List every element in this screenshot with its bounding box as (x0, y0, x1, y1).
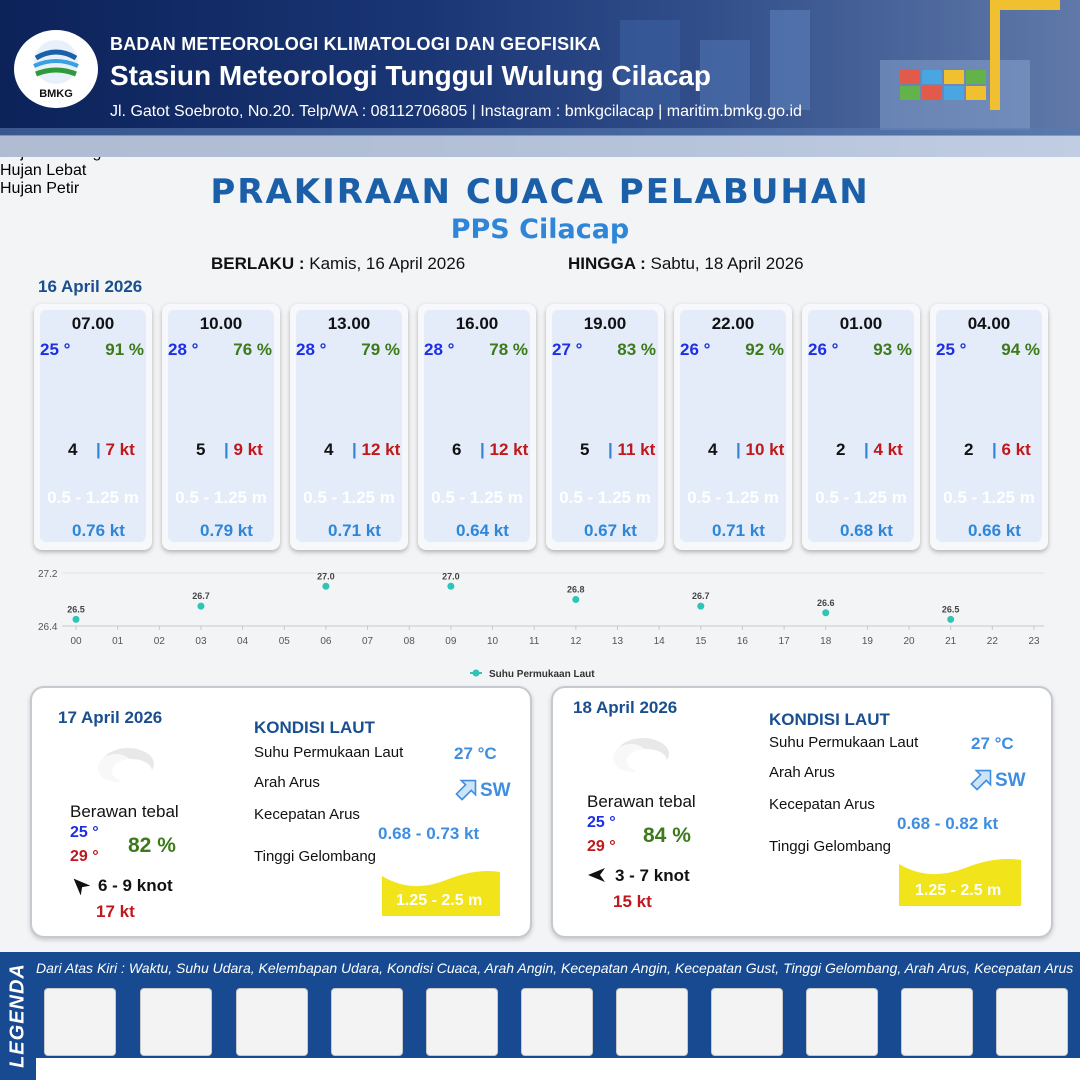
day3-temp-max: 29 ° (587, 838, 616, 855)
forecast-current-speed: 0.71 kt (712, 521, 765, 540)
day3-date: 18 April 2026 (573, 698, 678, 717)
x-tick-label: 21 (945, 636, 957, 647)
legend-item (616, 988, 688, 1056)
forecast-wave: 0.5 - 1.25 m (303, 488, 395, 507)
x-tick-label: 06 (320, 636, 332, 647)
cerah-berawan-icon (309, 366, 389, 428)
x-tick-label: 14 (653, 636, 665, 647)
legend-item (426, 988, 498, 1056)
day2-current-dir-label: Arah Arus (254, 774, 320, 791)
hujan-petir-icon (1003, 993, 1063, 1053)
day2-sst-label: Suhu Permukaan Laut (254, 744, 404, 761)
station-contact: Jl. Gatot Soebroto, No.20. Telp/WA : 08112706805 | Instagram : bmkgcilacap | maritim.bmkg.go.id (110, 103, 802, 120)
day2-current-speed: 0.68 - 0.73 kt (378, 824, 480, 843)
forecast-gust-value: 11 kt (617, 440, 656, 459)
current-direction-icon (40, 518, 64, 542)
forecast-gust (736, 440, 784, 460)
legend-item (806, 988, 878, 1056)
sst-point (947, 616, 954, 623)
day2-sst: 27 °C (454, 744, 497, 763)
forecast-wind-speed: 5 (580, 440, 590, 459)
sst-data-label: 27.0 (317, 571, 335, 582)
forecast-humidity: 76 % (233, 340, 272, 359)
forecast-card (674, 304, 792, 550)
forecast-current-speed: 0.68 kt (840, 521, 893, 540)
forecast-wind-speed: 4 (324, 440, 334, 459)
wind-direction-icon (168, 438, 190, 460)
gust-separator: | (736, 440, 746, 459)
day2-temp-max: 29 ° (70, 848, 99, 865)
day3-temp-min: 25 ° (587, 814, 616, 831)
wind-direction-icon (587, 865, 607, 885)
forecast-card (546, 304, 664, 550)
sst-point (572, 596, 579, 603)
forecast-current-speed: 0.66 kt (968, 521, 1021, 540)
legend-description: Dari Atas Kiri : Waktu, Suhu Udara, Kelembapan Udara, Kondisi Cuaca, Arah Angin, Kecepatan Angin, Kecepatan Gust, Tinggi Gelombang, Arah Arus, Kecepatan Arus (36, 960, 1074, 976)
legend-item (996, 988, 1068, 1056)
cerah-berawan-icon (181, 366, 261, 428)
hujan-ringan-icon (437, 366, 517, 428)
current-direction-icon (808, 518, 832, 542)
x-tick-label: 07 (362, 636, 374, 647)
forecast-current-speed: 0.76 kt (72, 521, 125, 540)
forecast-current-speed: 0.71 kt (328, 521, 381, 540)
wind-direction-icon (296, 438, 318, 460)
gust-separator: | (864, 440, 874, 459)
sst-data-label: 26.5 (941, 604, 960, 615)
day1-date: 16 April 2026 (38, 277, 143, 296)
x-tick-label: 15 (695, 636, 707, 647)
legend-item-label: Hujan Lebat (0, 162, 87, 179)
x-tick-label: 18 (820, 636, 832, 647)
wind-direction-icon (808, 438, 830, 460)
sst-point (447, 583, 454, 590)
x-tick-label: 01 (112, 636, 124, 647)
forecast-wave: 0.5 - 1.25 m (943, 488, 1035, 507)
forecast-current-speed: 0.79 kt (200, 521, 253, 540)
forecast-humidity: 92 % (745, 340, 784, 359)
day3-humidity: 84 % (643, 824, 691, 847)
forecast-time: 22.00 (711, 314, 755, 333)
forecast-time: 01.00 (839, 314, 883, 333)
forecast-temp: 28 ° (424, 340, 455, 359)
forecast-gust (352, 440, 400, 460)
forecast-humidity: 91 % (105, 340, 144, 359)
forecast-gust (608, 440, 655, 460)
forecast-card (290, 304, 408, 550)
forecast-time: 19.00 (583, 314, 627, 333)
forecast-wave: 0.5 - 1.25 m (687, 488, 779, 507)
x-tick-label: 20 (903, 636, 915, 647)
forecast-gust-value: 7 kt (105, 440, 135, 459)
current-direction-icon (680, 518, 704, 542)
forecast-gust-value: 10 kt (745, 440, 785, 459)
legend-item (901, 988, 973, 1056)
wind-direction-icon (680, 438, 702, 460)
forecast-gust (96, 440, 135, 460)
forecast-gust (864, 440, 903, 460)
wind-direction-icon (424, 438, 446, 460)
bmkg-logo-text: BMKG (39, 88, 73, 100)
day2-wind: 6 - 9 knot (98, 876, 173, 895)
forecast-card (802, 304, 920, 550)
legend-item (521, 988, 593, 1056)
day3-gust: 15 kt (613, 892, 652, 911)
legend-item (711, 988, 783, 1056)
x-tick-label: 22 (986, 636, 998, 647)
sst-point (197, 603, 204, 610)
day3-wind: 3 - 7 knot (615, 866, 690, 885)
forecast-gust-value: 4 kt (873, 440, 903, 459)
wind-direction-icon (40, 438, 62, 460)
legend-item-label: Hujan Petir (0, 180, 80, 197)
day3-current-speed: 0.68 - 0.82 kt (897, 814, 999, 833)
forecast-wind-speed: 6 (452, 440, 462, 459)
bmkg-logo (14, 30, 98, 108)
legend-title (4, 960, 28, 1072)
forecast-wind-speed: 4 (708, 440, 718, 459)
berawan-icon (243, 993, 303, 1053)
current-direction-icon (296, 518, 320, 542)
berawan-tebal-icon (92, 740, 158, 788)
forecast-temp: 26 ° (680, 340, 711, 359)
legend-item (331, 988, 403, 1056)
day2-wave: 1.25 - 2.5 m (396, 892, 483, 909)
forecast-wind-speed: 4 (68, 440, 78, 459)
kabut-icon (623, 993, 683, 1053)
validity-from (211, 254, 465, 274)
forecast-time: 10.00 (199, 314, 243, 333)
forecast-temp: 27 ° (552, 340, 583, 359)
y-tick-label: 26.4 (38, 622, 58, 633)
day2-condition: Berawan tebal (70, 802, 179, 821)
cerah-berawan-icon (949, 366, 1029, 428)
day2-panel (30, 686, 532, 938)
forecast-temp: 26 ° (808, 340, 839, 359)
forecast-current-speed: 0.64 kt (456, 521, 509, 540)
gust-separator: | (608, 440, 618, 459)
page-title: PRAKIRAAN CUACA PELABUHAN (210, 172, 870, 212)
validity-to-value: Sabtu, 18 April 2026 (650, 254, 804, 273)
forecast-humidity: 94 % (1001, 340, 1040, 359)
forecast-card (34, 304, 152, 550)
forecast-temp: 25 ° (936, 340, 967, 359)
day3-current-speed-label: Kecepatan Arus (769, 796, 875, 813)
forecast-time: 13.00 (327, 314, 371, 333)
x-tick-label: 10 (486, 636, 499, 647)
forecast-temp: 25 ° (40, 340, 71, 359)
gust-separator: | (992, 440, 1002, 459)
validity-to-label: HINGGA : (568, 254, 646, 273)
x-tick-label: 11 (528, 636, 540, 647)
day3-sst-label: Suhu Permukaan Laut (769, 734, 919, 751)
forecast-card (930, 304, 1048, 550)
forecast-gust-value: 9 kt (233, 440, 263, 459)
validity-to (568, 254, 804, 274)
forecast-wave: 0.5 - 1.25 m (431, 488, 523, 507)
x-tick-label: 19 (861, 636, 873, 647)
forecast-wind-speed: 2 (836, 440, 846, 459)
gust-separator: | (352, 440, 362, 459)
x-tick-label: 08 (403, 636, 415, 647)
day3-wave-label: Tinggi Gelombang (769, 838, 892, 855)
day2-current-dir: SW (480, 780, 511, 801)
gust-separator: | (224, 440, 234, 459)
forecast-wind-speed: 5 (196, 440, 206, 459)
gust-separator: | (480, 440, 490, 459)
gust-separator: | (96, 440, 106, 459)
current-direction-icon (967, 764, 997, 794)
forecast-card (418, 304, 536, 550)
x-tick-label: 12 (570, 636, 582, 647)
wind-direction-icon (70, 875, 90, 895)
forecast-card (162, 304, 280, 550)
x-tick-label: 04 (237, 636, 249, 647)
forecast-gust-value: 12 kt (361, 440, 401, 459)
sst-data-label: 26.8 (567, 584, 585, 595)
current-direction-icon (936, 518, 960, 542)
forecast-humidity: 79 % (361, 340, 400, 359)
day3-panel (551, 686, 1053, 938)
forecast-gust-value: 6 kt (1001, 440, 1031, 459)
cerah-icon (51, 993, 111, 1053)
day3-sea-heading: KONDISI LAUT (769, 710, 890, 729)
hujan-sedang-icon (813, 993, 873, 1053)
forecast-humidity: 78 % (489, 340, 528, 359)
forecast-time: 04.00 (967, 314, 1011, 333)
day2-current-speed-label: Kecepatan Arus (254, 806, 360, 823)
sst-point (322, 583, 329, 590)
forecast-gust (224, 440, 263, 460)
x-tick-label: 05 (278, 636, 290, 647)
cerah-berawan-icon (147, 993, 207, 1053)
sst-data-label: 26.5 (67, 604, 85, 615)
legend-item (140, 988, 212, 1056)
forecast-gust-value: 12 kt (489, 440, 529, 459)
validity-from-label: BERLAKU : (211, 254, 305, 273)
x-tick-label: 13 (611, 636, 624, 647)
forecast-humidity: 83 % (617, 340, 656, 359)
legend-title-text: LEGENDA (6, 963, 29, 1068)
forecast-humidity: 93 % (873, 340, 912, 359)
sst-data-label: 27.0 (442, 571, 460, 582)
sst-data-label: 26.6 (816, 597, 835, 608)
day2-sea-heading: KONDISI LAUT (254, 718, 375, 737)
x-tick-label: 03 (195, 636, 207, 647)
cerah-berawan-icon (821, 366, 901, 428)
day3-sst: 27 °C (971, 734, 1014, 753)
hujan-ringan-icon (718, 993, 778, 1053)
header-banner (0, 0, 1080, 157)
x-tick-label: 16 (736, 636, 748, 647)
forecast-wave: 0.5 - 1.25 m (559, 488, 651, 507)
hujan-lebat-icon (908, 993, 968, 1053)
x-tick-label: 02 (153, 636, 165, 647)
current-direction-icon (452, 774, 482, 804)
day2-temp-min: 25 ° (70, 824, 99, 841)
sst-data-label: 26.7 (692, 591, 710, 602)
day2-wave-label: Tinggi Gelombang (254, 848, 377, 865)
sst-point (697, 603, 704, 610)
forecast-wind-speed: 2 (964, 440, 974, 459)
current-direction-icon (168, 518, 192, 542)
validity-from-value: Kamis, 16 April 2026 (309, 254, 466, 273)
day2-gust: 17 kt (96, 902, 135, 921)
current-direction-icon (424, 518, 448, 542)
chart-legend-label: Suhu Permukaan Laut (489, 669, 595, 680)
x-tick-label: 23 (1028, 636, 1040, 647)
current-direction-icon (552, 518, 576, 542)
berawan-tebal-icon (338, 993, 398, 1053)
udara-kabur-icon (433, 993, 493, 1053)
berawan-tebal-icon (53, 366, 133, 428)
legend-swatch-dot (473, 670, 480, 677)
legend-item (236, 988, 308, 1056)
berawan-tebal-icon (565, 366, 645, 428)
sst-data-label: 26.7 (192, 591, 210, 602)
cerah-berawan-icon (693, 366, 773, 428)
y-tick-label: 27.2 (38, 569, 58, 580)
forecast-wave: 0.5 - 1.25 m (47, 488, 139, 507)
forecast-time: 16.00 (455, 314, 499, 333)
forecast-wave: 0.5 - 1.25 m (175, 488, 267, 507)
forecast-temp: 28 ° (168, 340, 199, 359)
forecast-gust (480, 440, 528, 460)
x-tick-label: 09 (445, 636, 457, 647)
forecast-gust (992, 440, 1031, 460)
day3-current-dir: SW (995, 770, 1026, 791)
x-tick-label: 00 (70, 636, 82, 647)
day3-wave: 1.25 - 2.5 m (915, 882, 1002, 899)
day3-current-dir-label: Arah Arus (769, 764, 835, 781)
wind-direction-icon (552, 438, 574, 460)
day2-date: 17 April 2026 (58, 708, 163, 727)
sst-point (73, 616, 80, 623)
sst-chart (30, 563, 1050, 681)
sst-point (822, 609, 829, 616)
berawan-tebal-icon (607, 730, 673, 778)
forecast-current-speed: 0.67 kt (584, 521, 637, 540)
x-tick-label: 17 (778, 636, 790, 647)
day3-condition: Berawan tebal (587, 792, 696, 811)
forecast-wave: 0.5 - 1.25 m (815, 488, 907, 507)
agency-name: BADAN METEOROLOGI KLIMATOLOGI DAN GEOFISIKA (110, 34, 601, 54)
station-name: Stasiun Meteorologi Tunggul Wulung Cilacap (110, 60, 711, 91)
wind-direction-icon (936, 438, 958, 460)
petir-icon (528, 993, 588, 1053)
page-subtitle: PPS Cilacap (450, 214, 630, 245)
forecast-time: 07.00 (71, 314, 115, 333)
forecast-temp: 28 ° (296, 340, 327, 359)
day2-humidity: 82 % (128, 834, 176, 857)
legend-item (44, 988, 116, 1056)
legend-label-band (36, 1058, 1080, 1080)
